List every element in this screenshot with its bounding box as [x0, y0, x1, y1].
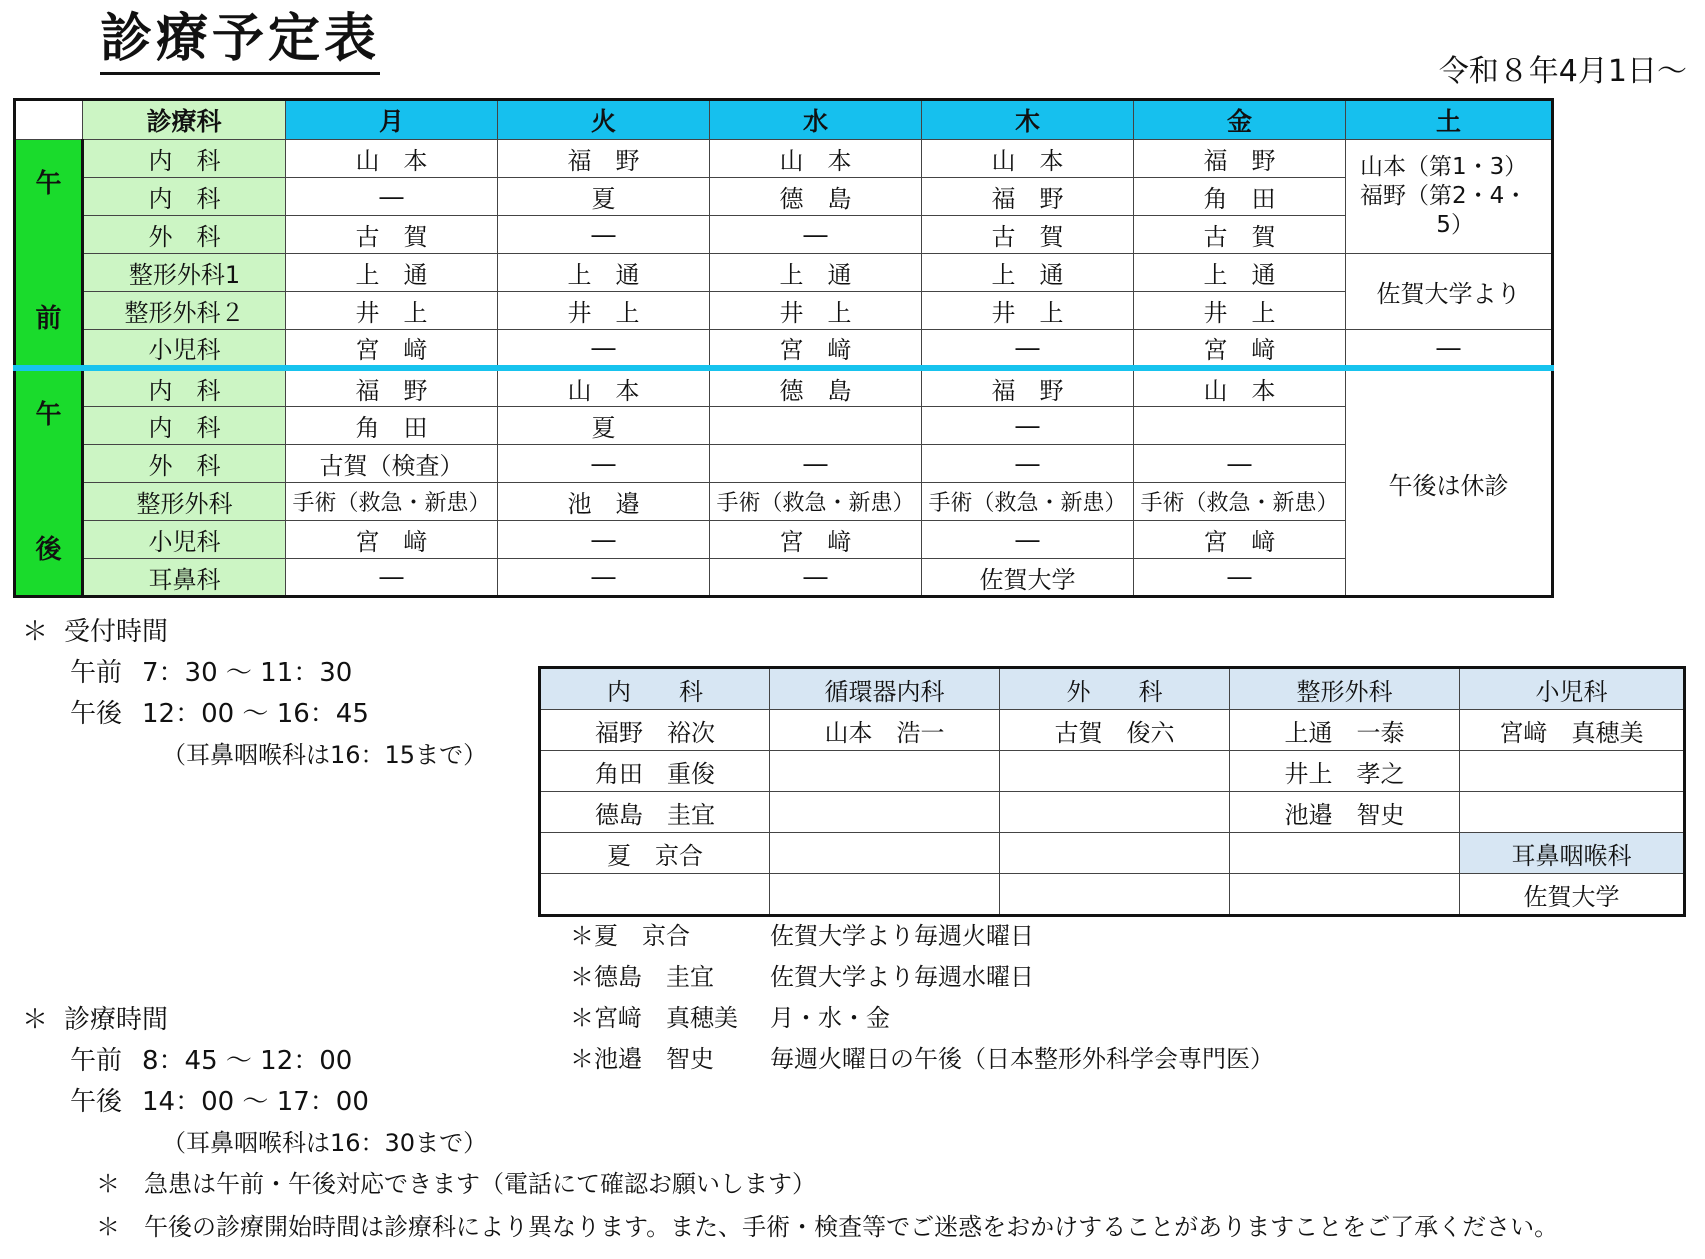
effective-date: 令和８年4月1日～ — [1438, 54, 1687, 89]
schedule-cell: 德 島 — [710, 368, 922, 407]
roster-row — [540, 833, 1685, 874]
dept-name: 内 科 — [83, 407, 286, 445]
schedule-cell: ― — [922, 330, 1134, 369]
dept-name: 耳鼻科 — [83, 559, 286, 597]
roster-cell: 夏 京合 — [540, 833, 770, 874]
roster-cell — [1000, 874, 1230, 916]
am-row — [15, 254, 1553, 292]
dept-name: 整形外科 — [83, 483, 286, 521]
consultation-hours — [22, 1000, 487, 1164]
roster-cell: 宮﨑 真穂美 — [1460, 710, 1685, 751]
bullet-star: ＊ — [22, 617, 49, 647]
schedule-cell: 宮 﨑 — [1134, 521, 1346, 559]
bullet-star: ＊ — [96, 1213, 120, 1241]
schedule-cell: 夏 — [498, 178, 710, 216]
schedule-cell: 井 上 — [498, 292, 710, 330]
schedule-cell: 手術（救急・新患） — [922, 483, 1134, 521]
am-row — [15, 216, 1553, 254]
doctor-roster-table — [538, 666, 1686, 917]
roster-cell — [540, 874, 770, 916]
reception-am-label: 午前 — [70, 658, 123, 688]
schedule-cell: 福 野 — [286, 368, 498, 407]
schedule-cell: 手術（救急・新患） — [710, 483, 922, 521]
saturday-ortho-note: 佐賀大学より — [1346, 254, 1553, 330]
staff-notes — [570, 916, 1274, 1080]
schedule-cell: 池 邉 — [498, 483, 710, 521]
staff-note-detail: 佐賀大学より毎週火曜日 — [770, 922, 1034, 950]
schedule-cell: 佐賀大学 — [922, 559, 1134, 597]
schedule-cell: 宮 﨑 — [710, 521, 922, 559]
consultation-heading: 診療時間 — [64, 1005, 169, 1035]
schedule-cell: 宮 﨑 — [286, 330, 498, 369]
consultation-am-label: 午前 — [70, 1046, 123, 1076]
schedule-cell: 福 野 — [498, 140, 710, 178]
schedule-cell: ― — [498, 445, 710, 483]
schedule-cell: ― — [922, 521, 1134, 559]
dept-name: 小児科 — [83, 521, 286, 559]
roster-cell — [1460, 751, 1685, 792]
pm-row — [15, 521, 1553, 559]
reception-pm-label: 午後 — [70, 699, 123, 729]
roster-cell: 福野 裕次 — [540, 710, 770, 751]
roster-header-row — [540, 668, 1685, 710]
schedule-cell: 山 本 — [498, 368, 710, 407]
roster-cell — [770, 792, 1000, 833]
pm-row — [15, 559, 1553, 597]
roster-row — [540, 792, 1685, 833]
schedule-cell: 古 賀 — [286, 216, 498, 254]
pm-row — [15, 407, 1553, 445]
staff-note-detail: 毎週火曜日の午後（日本整形外科学会専門医） — [770, 1045, 1274, 1073]
dept-name: 小児科 — [83, 330, 286, 369]
dept-name: 外 科 — [83, 216, 286, 254]
bullet-star: ＊ — [22, 1005, 49, 1035]
am-row — [15, 292, 1553, 330]
saturday-pediatrics-cell: ― — [1346, 330, 1553, 369]
roster-cell — [770, 874, 1000, 916]
schedule-cell: 宮 﨑 — [710, 330, 922, 369]
am-row — [15, 178, 1553, 216]
schedule-cell: ― — [498, 521, 710, 559]
schedule-cell: ― — [286, 178, 498, 216]
schedule-cell: ― — [922, 407, 1134, 445]
staff-note-detail: 佐賀大学より毎週水曜日 — [770, 963, 1034, 991]
page-title: 診療予定表 — [100, 10, 380, 75]
roster-cell: 德島 圭宜 — [540, 792, 770, 833]
roster-cell: 井上 孝之 — [1230, 751, 1460, 792]
schedule-cell: 角 田 — [286, 407, 498, 445]
schedule-cell: 宮 﨑 — [286, 521, 498, 559]
schedule-cell: 手術（救急・新患） — [1134, 483, 1346, 521]
dept-name: 内 科 — [83, 178, 286, 216]
am-row — [15, 140, 1553, 178]
corner-cell — [15, 100, 83, 140]
roster-cell — [1460, 792, 1685, 833]
pm-label: 午 後 — [15, 368, 83, 597]
schedule-cell: 古 賀 — [1134, 216, 1346, 254]
schedule-cell: 山 本 — [922, 140, 1134, 178]
footnote-text: 急患は午前・午後対応できます（電話にて確認お願いします） — [144, 1170, 816, 1198]
pm-row — [15, 368, 1553, 407]
roster-header-orthopedics: 整形外科 — [1230, 668, 1460, 710]
footnote — [96, 1163, 1558, 1206]
roster-cell: 角田 重俊 — [540, 751, 770, 792]
schedule-cell: 夏 — [498, 407, 710, 445]
schedule-cell: 宮 﨑 — [1134, 330, 1346, 369]
reception-ent-note: （耳鼻咽喉科は16：15まで） — [162, 741, 488, 769]
roster-cell — [1000, 833, 1230, 874]
am-row — [15, 330, 1553, 369]
schedule-cell: 福 野 — [922, 178, 1134, 216]
schedule-cell: ― — [710, 445, 922, 483]
consultation-pm-time: 14：00 ～ 17：00 — [142, 1087, 369, 1117]
pm-row — [15, 483, 1553, 521]
schedule-cell: ― — [498, 559, 710, 597]
footnotes — [96, 1163, 1558, 1249]
schedule-cell: 手術（救急・新患） — [286, 483, 498, 521]
roster-row — [540, 710, 1685, 751]
am-session-body — [15, 140, 1553, 369]
schedule-cell: ― — [922, 445, 1134, 483]
consultation-ent-note: （耳鼻咽喉科は16：30まで） — [162, 1129, 488, 1157]
staff-note-detail: 月・水・金 — [770, 1004, 890, 1032]
roster-header-cardiology: 循環器内科 — [770, 668, 1000, 710]
roster-cell: 佐賀大学 — [1460, 874, 1685, 916]
staff-note-doctor: ＊宮﨑 真穂美 — [570, 1004, 738, 1032]
roster-header-surgery: 外 科 — [1000, 668, 1230, 710]
schedule-cell: 井 上 — [286, 292, 498, 330]
schedule-cell: ― — [1134, 559, 1346, 597]
schedule-cell: ― — [710, 216, 922, 254]
schedule-cell: 上 通 — [710, 254, 922, 292]
footnote — [96, 1206, 1558, 1249]
reception-am-time: 7：30 ～ 11：30 — [142, 658, 353, 688]
reception-heading: 受付時間 — [64, 617, 169, 647]
schedule-cell: 上 通 — [286, 254, 498, 292]
schedule-cell: ― — [710, 559, 922, 597]
staff-note — [570, 1039, 1274, 1080]
staff-note-doctor: ＊池邉 智史 — [570, 1045, 714, 1073]
roster-cell — [1230, 833, 1460, 874]
staff-note-doctor: ＊夏 京合 — [570, 922, 690, 950]
schedule-header-row — [15, 100, 1553, 140]
schedule-cell: 古 賀 — [922, 216, 1134, 254]
day-header-mon: 月 — [286, 100, 498, 140]
roster-body — [540, 710, 1685, 916]
day-header-thu: 木 — [922, 100, 1134, 140]
schedule-cell: 德 島 — [710, 178, 922, 216]
weekly-schedule-table — [13, 98, 1554, 598]
consultation-am-time: 8：45 ～ 12：00 — [142, 1046, 353, 1076]
staff-note — [570, 916, 1274, 957]
schedule-cell: 角 田 — [1134, 178, 1346, 216]
reception-hours — [22, 612, 487, 776]
schedule-cell: ― — [1134, 445, 1346, 483]
am-label: 午 前 — [15, 140, 83, 369]
schedule-cell: 井 上 — [710, 292, 922, 330]
consultation-pm-label: 午後 — [70, 1087, 123, 1117]
roster-cell — [1230, 874, 1460, 916]
dept-name: 整形外科1 — [83, 254, 286, 292]
dept-name: 外 科 — [83, 445, 286, 483]
schedule-cell: 上 通 — [498, 254, 710, 292]
roster-cell — [1000, 751, 1230, 792]
pm-session-body — [15, 368, 1553, 597]
reception-pm-time: 12：00 ～ 16：45 — [142, 699, 369, 729]
schedule-cell — [1134, 407, 1346, 445]
bullet-star: ＊ — [96, 1170, 120, 1198]
saturday-pm-closed: 午後は休診 — [1346, 368, 1553, 597]
day-header-wed: 水 — [710, 100, 922, 140]
roster-cell — [770, 833, 1000, 874]
roster-cell: 上通 一泰 — [1230, 710, 1460, 751]
roster-cell — [1000, 792, 1230, 833]
roster-row — [540, 874, 1685, 916]
schedule-cell — [710, 407, 922, 445]
dept-name: 整形外科２ — [83, 292, 286, 330]
dept-header: 診療科 — [83, 100, 286, 140]
roster-row — [540, 751, 1685, 792]
roster-cell: 池邉 智史 — [1230, 792, 1460, 833]
roster-cell: 古賀 俊六 — [1000, 710, 1230, 751]
staff-note-doctor: ＊德島 圭宜 — [570, 963, 714, 991]
roster-header-pediatrics: 小児科 — [1460, 668, 1685, 710]
staff-note — [570, 998, 1274, 1039]
roster-header-internal: 内 科 — [540, 668, 770, 710]
day-header-fri: 金 — [1134, 100, 1346, 140]
dept-name: 内 科 — [83, 140, 286, 178]
schedule-cell: 山 本 — [286, 140, 498, 178]
schedule-cell: 福 野 — [1134, 140, 1346, 178]
schedule-cell: 山 本 — [1134, 368, 1346, 407]
day-header-tue: 火 — [498, 100, 710, 140]
dept-name: 内 科 — [83, 368, 286, 407]
roster-header-ent: 耳鼻咽喉科 — [1460, 833, 1685, 874]
footnote-text: 午後の診療開始時間は診療科により異なります。また、手術・検査等でご迷惑をおかけすることがありますことをご了承ください。 — [144, 1213, 1559, 1241]
roster-cell: 山本 浩一 — [770, 710, 1000, 751]
pm-row — [15, 445, 1553, 483]
schedule-cell: 上 通 — [922, 254, 1134, 292]
schedule-cell: 古賀（検査） — [286, 445, 498, 483]
staff-note — [570, 957, 1274, 998]
schedule-cell: ― — [498, 216, 710, 254]
schedule-cell: 井 上 — [922, 292, 1134, 330]
schedule-cell: 上 通 — [1134, 254, 1346, 292]
schedule-cell: ― — [498, 330, 710, 369]
day-header-sat: 土 — [1346, 100, 1553, 140]
schedule-cell: 福 野 — [922, 368, 1134, 407]
schedule-cell: 山 本 — [710, 140, 922, 178]
roster-cell — [770, 751, 1000, 792]
saturday-internal-note: 山本（第1・3） 福野（第2・4・ 5） — [1346, 140, 1553, 254]
schedule-cell: 井 上 — [1134, 292, 1346, 330]
schedule-cell: ― — [286, 559, 498, 597]
